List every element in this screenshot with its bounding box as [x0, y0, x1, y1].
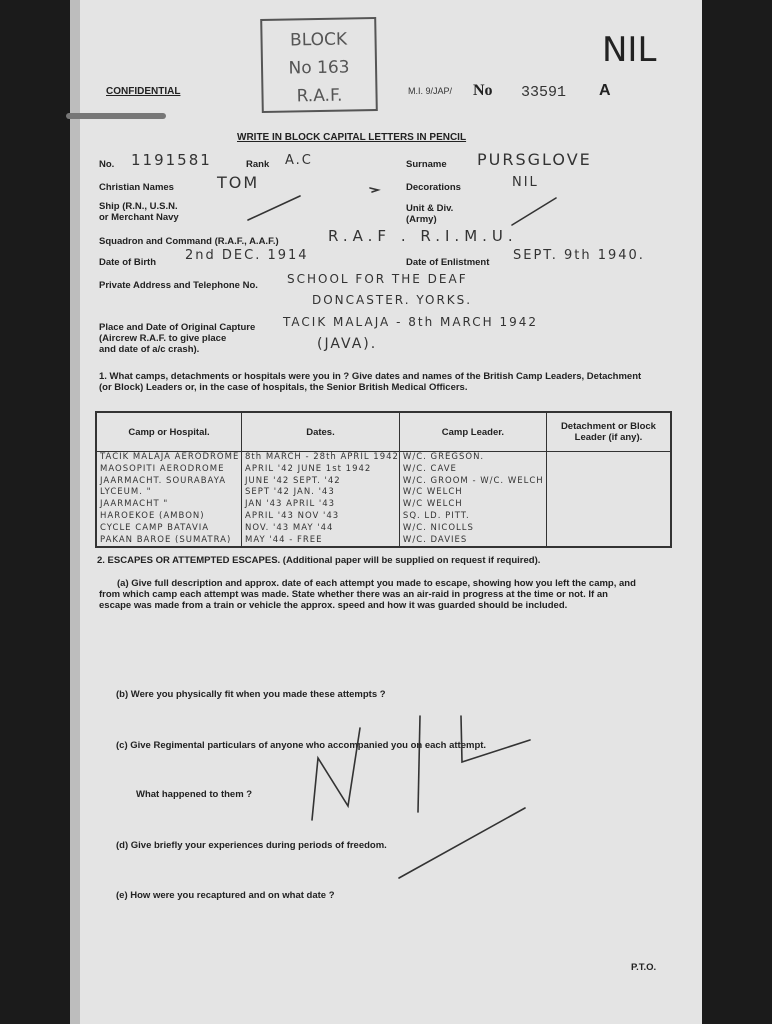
- capture-value-1: TACIK MALAJA - 8th MARCH 1942: [283, 315, 539, 329]
- detachment-header: Detachment or Block Leader (if any).: [546, 412, 671, 452]
- no-label: No.: [99, 159, 115, 170]
- address-line-2: DONCASTER. YORKS.: [312, 293, 473, 307]
- number-value: 33591: [521, 84, 567, 101]
- leader-entry: W/C. GROOM - W/C. WELCH: [402, 475, 544, 486]
- surname-value: PURSGLOVE: [477, 150, 592, 169]
- unit-label-1: Unit & Div.: [406, 203, 454, 214]
- q2-a-line-2: from which camp each attempt was made. State whether there was an air-raid in progress at the time or not. If an: [99, 589, 608, 600]
- dates-header: Dates.: [242, 412, 400, 452]
- leader-header: Camp Leader.: [399, 412, 546, 452]
- ship-label-1: Ship (R.N., U.S.N.: [99, 201, 178, 212]
- q2-a-line-1: (a) Give full description and approx. date of each attempt you made to escape, showing how you left the camp, and: [117, 578, 636, 589]
- date-entry: NOV. '43 MAY '44: [245, 522, 334, 533]
- christian-names-label: Christian Names: [99, 182, 174, 193]
- q2-c-followup: What happened to them ?: [136, 789, 253, 800]
- camp-entry: PAKAN BAROE (SUMATRA): [100, 534, 232, 545]
- q1-line-2: (or Block) Leaders or, in the case of hospitals, the Senior British Medical Officers.: [99, 382, 468, 393]
- ship-label-2: or Merchant Navy: [99, 212, 179, 223]
- squadron-value: R.A.F . R.I.M.U.: [328, 227, 518, 245]
- decorations-label: Decorations: [406, 182, 461, 193]
- freedom-nil-stroke: [399, 808, 525, 878]
- camp-entry: CYCLE CAMP BATAVIA: [100, 522, 210, 533]
- top-nil-annotation: NIL: [602, 30, 657, 70]
- camp-entry: LYCEUM. ": [100, 487, 152, 498]
- date-entry: 8th MARCH - 28th APRIL 1942: [245, 452, 399, 462]
- q2-e: (e) How were you recaptured and on what date ?: [116, 890, 335, 901]
- surname-label: Surname: [406, 159, 447, 170]
- dob-value: 2nd DEC. 1914: [185, 248, 309, 263]
- enlistment-label: Date of Enlistment: [406, 257, 490, 268]
- classification-label: CONFIDENTIAL: [106, 86, 181, 97]
- capture-label-3: and date of a/c crash).: [99, 344, 200, 355]
- leader-entry: W/C. DAVIES: [402, 534, 468, 545]
- large-nil-n-stroke: [312, 728, 360, 820]
- q2-a-line-3: escape was made from a train or vehicle the approx. speed and how it was guarded should be included.: [99, 600, 568, 611]
- q2-b: (b) Were you physically fit when you made these attempts ?: [116, 689, 386, 700]
- dob-label: Date of Birth: [99, 257, 156, 268]
- number-suffix: A: [599, 82, 611, 99]
- date-entry: JUNE '42 SEPT. '42: [245, 475, 341, 486]
- leader-entry: W/C WELCH: [402, 499, 463, 510]
- unit-label-2: (Army): [406, 214, 437, 225]
- camp-entry: JAARMACHT. SOURABAYA: [100, 475, 227, 486]
- capture-label-2: (Aircrew R.A.F. to give place: [99, 333, 227, 344]
- capture-label-1: Place and Date of Original Capture: [99, 322, 256, 333]
- q2-heading: 2. ESCAPES OR ATTEMPTED ESCAPES. (Additional paper will be supplied on request if required).: [97, 555, 541, 566]
- number-label: No: [473, 82, 493, 99]
- date-entry: SEPT '42 JAN. '43: [245, 487, 335, 498]
- q2-d: (d) Give briefly your experiences during periods of freedom.: [116, 840, 387, 851]
- pto-label: P.T.O.: [631, 962, 657, 973]
- ship-nil-stroke: [248, 196, 300, 220]
- form-title: WRITE IN BLOCK CAPITAL LETTERS IN PENCIL: [237, 132, 467, 143]
- date-entry: MAY '44 - FREE: [245, 534, 323, 545]
- leader-entry: W/C WELCH: [402, 487, 463, 498]
- unit-nil-stroke: [512, 198, 556, 225]
- camp-entry: TACIK MALAJA AERODROME: [100, 452, 240, 462]
- reference-code: M.I. 9/JAP/: [408, 86, 453, 96]
- q1-line-1: 1. What camps, detachments or hospitals were you in ? Give dates and names of the British Camp Leaders, Detachment: [99, 371, 642, 382]
- squadron-label: Squadron and Command (R.A.F., A.A.F.): [99, 236, 279, 247]
- address-line-1: SCHOOL FOR THE DEAF: [287, 272, 468, 286]
- date-entry: APRIL '42 JUNE 1st 1942: [245, 463, 372, 474]
- leader-entry: W/C. NICOLLS: [402, 522, 474, 533]
- no-value: 1191581: [131, 151, 212, 169]
- stamp-line-3: R.A.F.: [296, 85, 343, 107]
- address-label: Private Address and Telephone No.: [99, 280, 258, 291]
- q2-c: (c) Give Regimental particulars of anyone who accompanied you on each attempt.: [116, 740, 487, 751]
- camp-header: Camp or Hospital.: [96, 412, 242, 452]
- rank-label: Rank: [246, 159, 270, 170]
- date-entry: JAN '43 APRIL '43: [245, 499, 336, 510]
- large-nil-i-stroke: [418, 716, 420, 812]
- date-entry: APRIL '43 NOV '43: [245, 510, 340, 521]
- stamp-line-2: No 163: [288, 57, 350, 79]
- leader-entry: SQ. LD. PITT.: [402, 510, 470, 521]
- camp-entry: HAROEKOE (AMBON): [100, 510, 205, 521]
- large-nil-l-stroke: [461, 716, 530, 762]
- enlistment-value: SEPT. 9th 1940.: [513, 248, 645, 263]
- leader-entry: W/C. GREGSON.: [402, 452, 485, 462]
- tick-mark: [370, 188, 378, 192]
- leader-entry: W/C. CAVE: [402, 463, 457, 474]
- camp-entry: MAOSOPITI AERODROME: [100, 463, 225, 474]
- stamp-line-1: BLOCK: [289, 29, 348, 51]
- rank-value: A.C: [285, 153, 313, 168]
- camp-entry: JAARMACHT ": [100, 499, 169, 510]
- christian-names-value: TOM: [217, 173, 260, 192]
- capture-value-2: (JAVA).: [317, 336, 378, 352]
- decorations-value: NIL: [512, 175, 539, 190]
